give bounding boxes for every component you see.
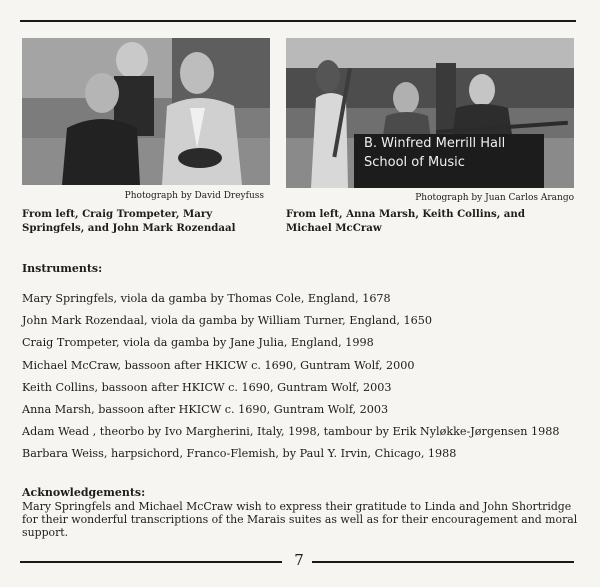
top-rule bbox=[20, 20, 576, 22]
instrument-item: John Mark Rozendaal, viola da gamba by William Turner, England, 1650 bbox=[22, 314, 433, 328]
photo-credit-right: Photograph by Juan Carlos Arango bbox=[415, 193, 574, 203]
acknowledgements-heading: Acknowledgements: bbox=[22, 486, 146, 499]
photo-trio-gambists bbox=[22, 38, 270, 185]
sign-text-line2: School of Music bbox=[364, 155, 465, 170]
instrument-item: Michael McCraw, bassoon after HKICW c. 1690, Guntram Wolf, 2000 bbox=[22, 358, 415, 372]
instrument-item: Barbara Weiss, harpsichord, Franco-Flemish, by Paul Y. Irvin, Chicago, 1988 bbox=[22, 447, 457, 461]
photo-caption-left: From left, Craig Trompeter, Mary Springfels, and John Mark Rozendaal bbox=[22, 208, 236, 234]
photo-credit-left: Photograph by David Dreyfuss bbox=[124, 191, 264, 201]
instrument-item: Adam Wead , theorbo by Ivo Margherini, Italy, 1998, tambour by Erik Nyløkke-Jørgensen 1988 bbox=[22, 425, 560, 439]
footer-rule-right bbox=[312, 561, 574, 563]
photo-bassoon-trio bbox=[286, 38, 574, 188]
photo-caption-right: From left, Anna Marsh, Keith Collins, and Michael McCraw bbox=[286, 208, 525, 234]
instrument-item: Craig Trompeter, viola da gamba by Jane Julia, England, 1998 bbox=[22, 336, 374, 350]
sign-text-line1: B. Winfred Merrill Hall bbox=[364, 136, 506, 151]
footer-rule-left bbox=[20, 561, 282, 563]
instrument-item: Anna Marsh, bassoon after HKICW c. 1690, Guntram Wolf, 2003 bbox=[22, 402, 389, 416]
instrument-list bbox=[22, 291, 559, 469]
instrument-item: Mary Springfels, viola da gamba by Thomas Cole, England, 1678 bbox=[22, 292, 391, 305]
acknowledgements-body: Mary Springfels and Michael McCraw wish to express their gratitude to Linda and John Shortridge for their wonderful transcriptions of the Marais suites as well as for their encouragement and moral support. bbox=[22, 500, 578, 539]
instrument-item: Keith Collins, bassoon after HKICW c. 1690, Guntram Wolf, 2003 bbox=[22, 380, 392, 394]
instruments-heading: Instruments: bbox=[22, 262, 103, 275]
page-number: 7 bbox=[294, 551, 304, 569]
